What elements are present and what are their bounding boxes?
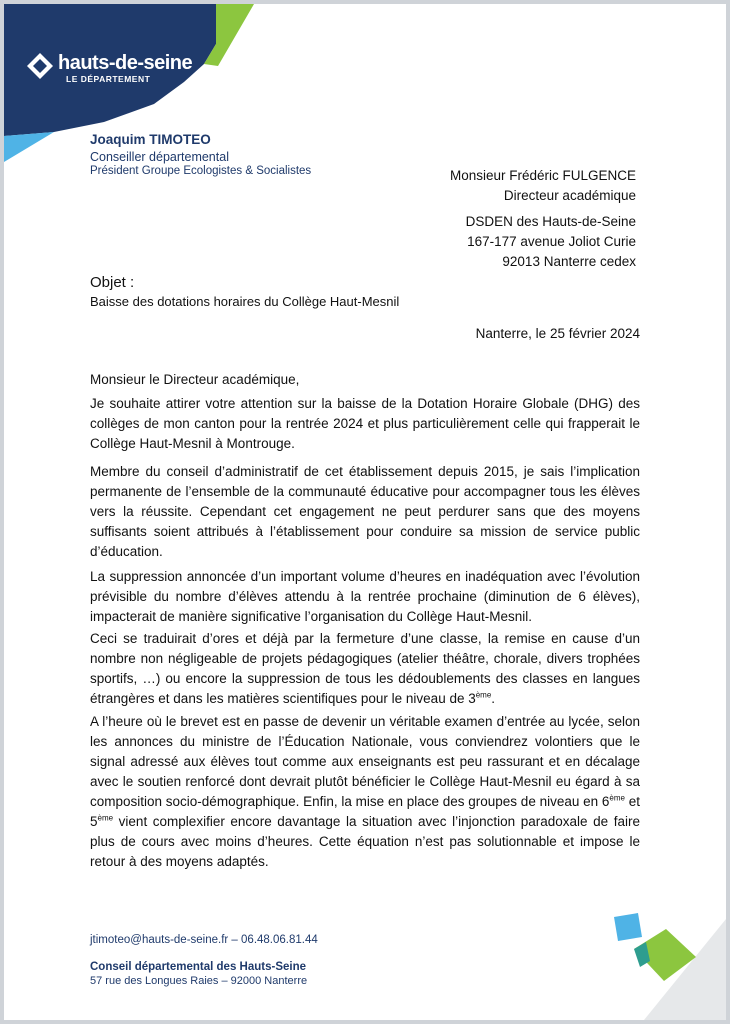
salutation: Monsieur le Directeur académique, [90,372,300,387]
body-paragraph-5: A l’heure où le brevet est en passe de devenir un véritable examen d’entrée au lycée, selon les annonces du ministre de l’Éducation Nationale, vous conviendrez volontiers que le signal adressé aux élèves tout comme aux enseignants est peu rassurant et en décalage avec le soutien renforcé dont devrait plutôt bénéficier le Collège Haut-Mesnil eu égard à sa composition socio-démographique. Enfin, la mise en place des groupes de niveau en 6ème et 5ème vient complexifier encore davantage la situation avec l’injonction paradoxale de faire plus de cours avec moins d’heures. Cette équation n’est pas solutionnable et impose le retour à des moyens adaptés. [90,714,641,869]
footer-organization: Conseil départemental des Hauts-Seine [90,961,307,973]
recipient-office: DSDEN des Hauts-de-Seine [465,214,636,229]
subject-title: Objet : [90,274,135,291]
header-banner [4,4,264,174]
body-paragraph-4: Ceci se traduirait d’ores et déjà par la fermeture d’une classe, la remise en cause d’un nombre non négligeable de projets pédagogiques (atelier théâtre, chorale, divers trophées sportifs, …) ou encore la suppression de tous les dédoublements des classes en langues étrangères et dans les matières scientifiques pour le niveau de 3ème. [90,631,640,706]
hauts-de-seine-logo-icon [26,52,54,80]
footer-decoration-icon [604,909,726,1020]
body-paragraph-2: Membre du conseil d’administratif de cet établissement depuis 2015, je sais l’implication permanente de l’ensemble de la communauté éducative pour accompagner tous les élèves vers la réussite. Cependant cet engagement ne peut perdurer sans que des moyens suffisants soient attribués à l’établissement pour conduire sa mission de service public d’éducation. [90,464,640,559]
letter-date: Nanterre, le 25 février 2024 [475,326,640,341]
footer-contact: jtimoteo@hauts-de-seine.fr – 06.48.06.81.44 [90,934,318,946]
recipient-title: Directeur académique [503,188,636,203]
recipient-name: Monsieur Frédéric FULGENCE [449,168,636,183]
subject-text: Baisse des dotations horaires du Collège Haut-Mesnil [90,294,400,309]
sender-name: Joaquim TIMOTEO [90,132,211,147]
body-paragraph-1: Je souhaite attirer votre attention sur la baisse de la Dotation Horaire Globale (DHG) des collèges de mon canton pour la rentrée 2024 et plus particulièrement celle qui frapperait le Collège Haut-Mesnil à Montrouge. [90,396,640,451]
letter-page [4,4,726,1020]
sender-group: Président Groupe Ecologistes & Socialistes [90,165,312,177]
footer-address: 57 rue des Longues Raies – 92000 Nanterre [90,975,308,987]
recipient-street: 167-177 avenue Joliot Curie [467,234,636,249]
logo-text: hauts-de-seine [58,52,193,74]
sender-role: Conseiller départemental [90,150,229,164]
body-paragraph-3: La suppression annoncée d’un important volume d’heures en inadéquation avec l’évolution prévisible du nombre d’élèves attendu à la rentrée prochaine (diminution de 6 élèves), impacterait de manière significative l’organisation du Collège Haut-Mesnil. [90,569,640,624]
recipient-city: 92013 Nanterre cedex [502,254,636,269]
logo-subtitle: LE DÉPARTEMENT [66,74,151,84]
